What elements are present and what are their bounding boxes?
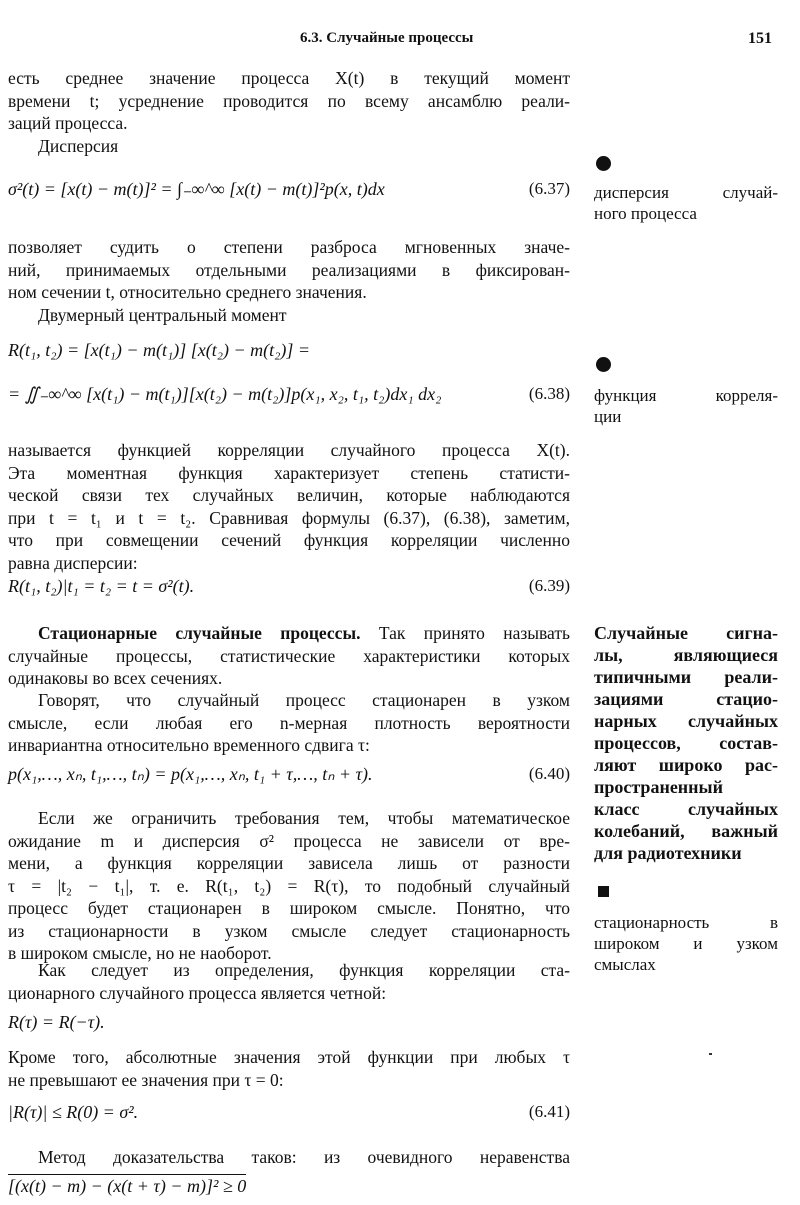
text-line: одинаковы во всех сечениях. xyxy=(8,668,223,688)
text-line: при t = t₁ и t = t₂. Сравнивая формулы (6.37), (6.38), заметим, xyxy=(8,507,570,528)
margin-note-dispersion xyxy=(594,182,778,224)
text-line: смысле, если любая его n-мерная плотность вероятности xyxy=(8,712,570,733)
paragraph-7-first-line xyxy=(8,959,570,982)
text-line: что при совмещении сечений функция корреляции численно xyxy=(8,530,570,550)
paragraph-5 xyxy=(8,712,570,757)
scan-speck xyxy=(709,1053,712,1055)
equation-6-40 xyxy=(8,760,570,788)
note-line: колебаний, важный xyxy=(594,821,778,841)
note-line: нарных случайных xyxy=(594,711,778,731)
text-line: ческой связи тех случайных величин, которые наблюдаются xyxy=(8,485,570,505)
note-line: пространенный xyxy=(594,777,723,797)
equation-text: R(t₁, t₂) = [x(t₁) − m(t₁)] [x(t₂) − m(t₂)] = xyxy=(8,340,311,360)
text-line: заций процесса. xyxy=(8,113,128,133)
equation-6-38-line-2 xyxy=(8,380,570,408)
paragraph-4 xyxy=(8,622,570,645)
equation-last xyxy=(8,1172,570,1200)
note-line: смыслах xyxy=(594,955,656,974)
bullet-dot-icon xyxy=(596,156,611,171)
paragraph-9 xyxy=(8,1146,570,1169)
note-line: ного процесса xyxy=(594,204,697,223)
note-line: типичными реали- xyxy=(594,667,778,687)
equation-number: (6.40) xyxy=(528,764,570,783)
note-line: функция корреля- xyxy=(594,386,778,405)
text-line: из стационарности в узком смысле следует стационарность xyxy=(8,920,570,941)
paragraph-1 xyxy=(8,67,570,135)
equation-text: = ∬₋∞^∞ [x(t₁) − m(t₁)][x(t₂) − m(t₂)]p(x₁, x₂, t₁, t₂)dx₁ dx₂ xyxy=(8,384,442,404)
text-line: ожидание m и дисперсия σ² процесса не зависели от вре- xyxy=(8,830,570,851)
text-line: в широком смысле, но не наоборот. xyxy=(8,943,272,963)
margin-note-stationary-signals xyxy=(594,622,778,864)
text-line: ном сечении t, относительно среднего значения. xyxy=(8,282,367,302)
note-line: класс случайных xyxy=(594,799,778,819)
equation-text: σ²(t) = [x(t) − m(t)]² = ∫₋∞^∞ [x(t) − m(t)]²p(x, t)dx xyxy=(8,179,385,199)
text-line: Как следует из определения, функция корреляции ста- xyxy=(38,960,570,980)
text-line: Метод доказательства таков: из очевидного неравенства xyxy=(38,1147,570,1167)
text-line: Кроме того, абсолютные значения этой функции при любых τ xyxy=(8,1047,570,1067)
margin-note-correlation xyxy=(594,385,778,427)
equation-text: p(x₁,…, xₙ, t₁,…, tₙ) = p(x₁,…, xₙ, t₁ + τ,…, tₙ + τ). xyxy=(8,764,373,784)
text-line: есть среднее значение процесса X(t) в текущий момент xyxy=(8,68,570,88)
note-line: процессов, состав- xyxy=(594,733,778,753)
bullet-dot-icon xyxy=(596,357,611,372)
paragraph-4-continued xyxy=(8,645,570,690)
note-line: ляют широко рас- xyxy=(594,755,778,775)
paragraph-2 xyxy=(8,236,570,304)
note-line: широком и узком xyxy=(594,934,778,953)
note-line: для радиотехники xyxy=(594,843,742,863)
text-line: инвариантна относительно временного сдвига τ: xyxy=(8,735,370,755)
text-fragment: Так принято называть xyxy=(360,623,570,643)
note-line: дисперсия случай- xyxy=(594,183,778,202)
text-line: случайные процессы, статистические характеристики которых xyxy=(8,645,570,666)
equation-text: [(x(t) − m) − (x(t + τ) − m)]² ≥ 0 xyxy=(8,1176,247,1196)
page-number: 151 xyxy=(748,30,772,47)
text-line: времени t; усреднение проводится по всему ансамблю реали- xyxy=(8,90,570,111)
note-line: зациями стацио- xyxy=(594,689,778,709)
text-line: процесс будет стационарен в широком смысле. Понятно, что xyxy=(8,898,570,918)
equation-6-38-line-1 xyxy=(8,336,570,364)
paragraph-6 xyxy=(8,830,570,965)
margin-note-stationarity xyxy=(594,912,778,975)
text-line: называется функцией корреляции случайного процесса X(t). xyxy=(8,440,570,460)
equation-evenness xyxy=(8,1008,570,1036)
equation-6-41 xyxy=(8,1098,570,1126)
equation-number: (6.37) xyxy=(528,179,570,198)
equation-number: (6.39) xyxy=(528,576,570,595)
equation-6-39 xyxy=(8,572,570,600)
note-line: лы, являющиеся xyxy=(594,645,778,665)
section-heading: Стационарные случайные процессы. xyxy=(38,623,361,643)
paragraph-6-first-line xyxy=(8,807,570,830)
paragraph-8 xyxy=(8,1046,570,1091)
equation-6-37 xyxy=(8,175,570,203)
equation-text: |R(τ)| ≤ R(0) = σ². xyxy=(8,1102,139,1122)
paragraph-5-first-line xyxy=(8,689,570,712)
paragraph-3 xyxy=(8,439,570,574)
page-header-title: 6.3. Случайные процессы xyxy=(300,30,474,46)
text-line: ционарного случайного процесса является четной: xyxy=(8,982,387,1003)
text-line: мени, а функция корреляции зависела лишь от разности xyxy=(8,853,570,873)
text-line: Если же ограничить требования тем, чтобы математическое xyxy=(38,808,570,828)
text-line: не превышают ее значения при τ = 0: xyxy=(8,1069,284,1090)
equation-text: R(t₁, t₂)|t₁ = t₂ = t = σ²(t). xyxy=(8,576,195,596)
text-line: Говорят, что случайный процесс стационарен в узком xyxy=(38,690,570,710)
text-line: позволяет судить о степени разброса мгновенных значе- xyxy=(8,237,570,257)
note-line: Случайные сигна- xyxy=(594,623,778,643)
text-line: Эта моментная функция характеризует степень статисти- xyxy=(8,462,570,483)
paragraph-7 xyxy=(8,982,570,1005)
note-line: ции xyxy=(594,407,622,426)
bullet-square-icon xyxy=(598,886,609,897)
equation-number: (6.38) xyxy=(528,384,570,403)
text-line: равна дисперсии: xyxy=(8,552,138,573)
text-line: τ = |t₂ − t₁|, т. е. R(t₁, t₂) = R(τ), то подобный случайный xyxy=(8,875,570,896)
dispersion-label: Дисперсия xyxy=(38,136,119,156)
equation-text: R(τ) = R(−τ). xyxy=(8,1012,105,1032)
central-moment-label: Двумерный центральный момент xyxy=(38,305,287,325)
text-line: ний, принимаемых отдельными реализациями в фиксирован- xyxy=(8,259,570,280)
note-line: стационарность в xyxy=(594,913,778,932)
equation-number: (6.41) xyxy=(528,1102,570,1121)
